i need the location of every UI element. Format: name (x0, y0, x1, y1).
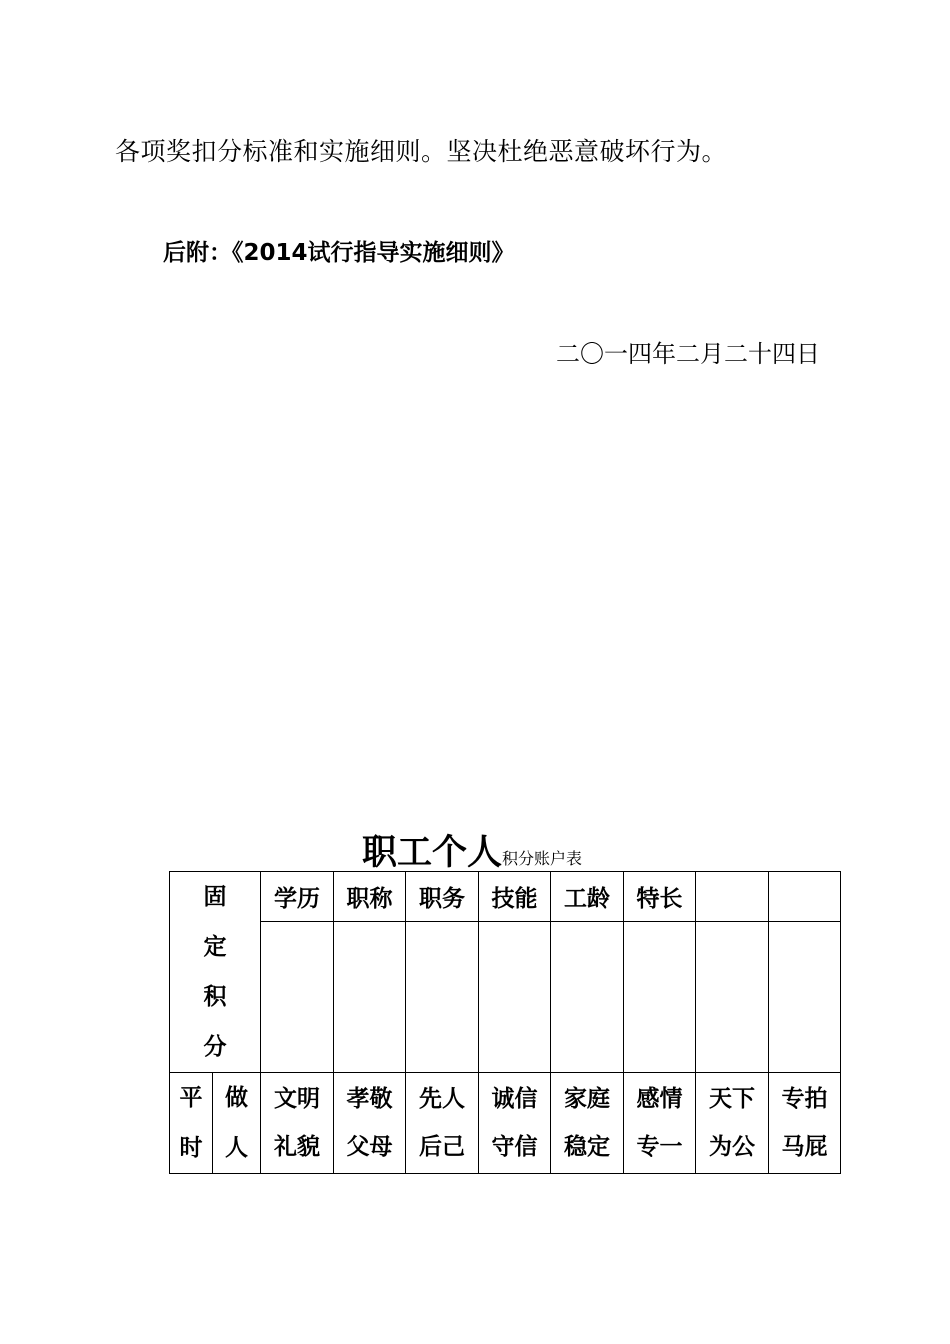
daily-label: 平时 (179, 1085, 203, 1161)
item-line: 孝敬 (346, 1086, 393, 1112)
item-line: 守信 (491, 1134, 538, 1160)
fixed-value-cell (479, 922, 551, 1073)
fixed-value-cell (334, 922, 406, 1073)
fixed-header-cell: 技能 (479, 872, 551, 922)
table-title-sub: 积分账户表 (502, 849, 583, 868)
item-line: 文明 (274, 1086, 320, 1112)
table-title (362, 825, 582, 875)
conduct-label: 做人 (224, 1085, 248, 1161)
daily-item-cell (334, 1073, 406, 1174)
item-line: 稳定 (564, 1134, 610, 1160)
fixed-value-cell (696, 922, 769, 1073)
table-title-main: 职工个人 (362, 833, 503, 873)
fixed-header-cell: 特长 (624, 872, 696, 922)
fixed-value-cell (551, 922, 624, 1073)
item-line: 先人 (419, 1086, 465, 1112)
fixed-value-cell (261, 922, 334, 1073)
fixed-header-cell: 职称 (334, 872, 406, 922)
item-line: 礼貌 (274, 1134, 320, 1160)
daily-item-cell (479, 1073, 551, 1174)
document-date: 二〇一四年二月二十四日 (556, 340, 820, 368)
conduct-label-cell (213, 1073, 261, 1174)
fixed-header-cell: 工龄 (551, 872, 624, 922)
fixed-value-cell (769, 922, 841, 1073)
daily-item-cell (696, 1073, 769, 1174)
item-line: 父母 (346, 1134, 393, 1160)
fixed-value-cell (406, 922, 479, 1073)
item-line: 马屁 (781, 1134, 828, 1160)
fixed-header-cell (769, 872, 841, 922)
daily-item-cell (624, 1073, 696, 1174)
item-line: 后己 (419, 1134, 465, 1160)
item-line: 为公 (709, 1134, 755, 1160)
daily-item-cell (261, 1073, 334, 1174)
body-text-line: 各项奖扣分标准和实施细则。坚决杜绝恶意破坏行为。 (115, 137, 728, 166)
daily-label-cell (170, 1073, 213, 1174)
item-line: 天下 (709, 1086, 755, 1112)
item-line: 诚信 (491, 1086, 538, 1112)
fixed-points-label-cell (170, 872, 261, 1073)
daily-item-cell (551, 1073, 624, 1174)
fixed-header-cell: 学历 (261, 872, 334, 922)
points-account-table (169, 871, 841, 1174)
fixed-value-cell (624, 922, 696, 1073)
appendix-reference: 后附：《2014试行指导实施细则》 (163, 240, 515, 266)
daily-item-cell (406, 1073, 479, 1174)
item-line: 专拍 (781, 1086, 828, 1112)
item-line: 感情 (636, 1086, 683, 1112)
fixed-points-label: 固定积分 (203, 884, 227, 1060)
fixed-header-cell: 职务 (406, 872, 479, 922)
item-line: 家庭 (564, 1086, 610, 1112)
daily-item-cell (769, 1073, 841, 1174)
fixed-header-cell (696, 872, 769, 922)
item-line: 专一 (636, 1134, 683, 1160)
